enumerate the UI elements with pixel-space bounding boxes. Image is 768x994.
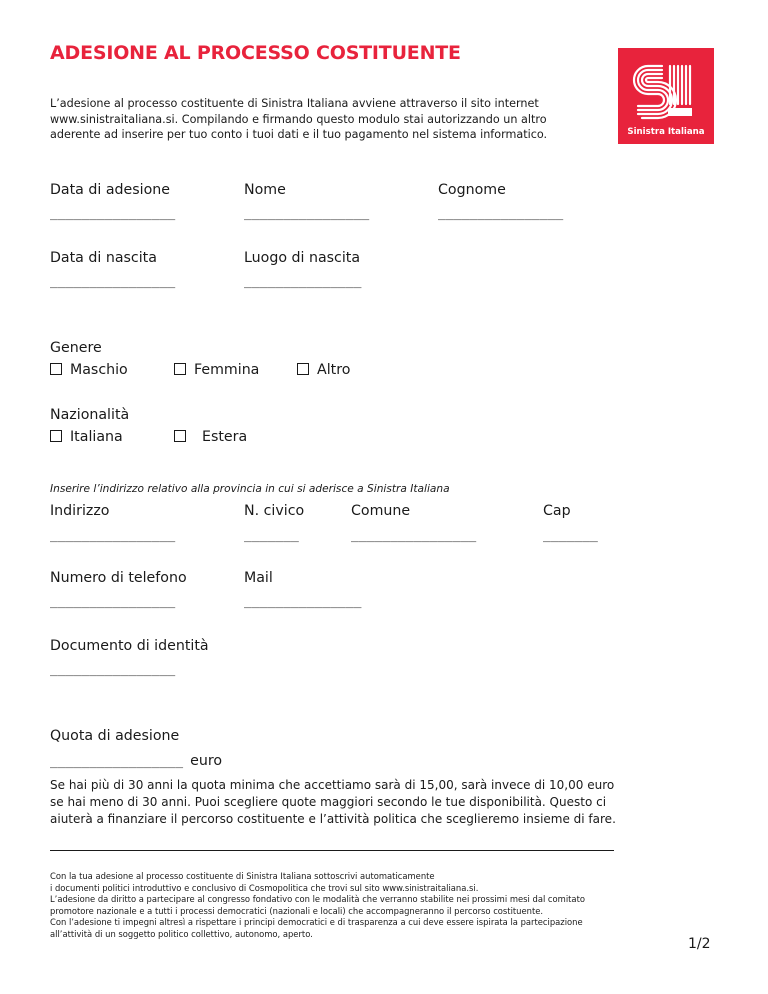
field-data-adesione[interactable]: ________________ — [50, 206, 176, 221]
checkbox-icon[interactable] — [174, 363, 186, 375]
checkbox-altro[interactable] — [297, 362, 350, 378]
field-data-nascita[interactable]: ________________ — [50, 274, 176, 289]
footer-divider — [50, 850, 614, 851]
option-label: Italiana — [70, 429, 123, 445]
label-nome: Nome — [244, 182, 286, 198]
fine-print-line: all’attività di un soggetto politico collettivo, autonomo, aperto. — [50, 928, 313, 939]
field-nome[interactable]: ________________ — [244, 206, 370, 221]
option-label: Altro — [317, 362, 351, 378]
page-title: ADESIONE AL PROCESSO COSTITUENTE — [50, 42, 461, 64]
fine-print — [50, 871, 630, 941]
fine-print-line: Con la tua adesione al processo costituente di Sinistra Italiana sottoscrivi automaticamente — [50, 871, 435, 881]
quota-unit: euro — [190, 753, 223, 769]
field-mail[interactable]: _______________ — [244, 594, 362, 609]
fine-print-line: promotore nazionale e a tutti i processi democratici (nazionali e locali) che accompagneranno il percorso costituente. — [50, 905, 544, 916]
label-civico: N. civico — [244, 503, 305, 519]
footer-rule-text — [50, 842, 614, 843]
checkbox-icon[interactable] — [297, 363, 309, 375]
logo-name: Sinistra Italiana — [627, 127, 705, 137]
field-documento[interactable]: ________________ — [50, 662, 176, 677]
checkbox-estera[interactable] — [174, 429, 247, 445]
quota-blank[interactable]: _________________ — [50, 754, 184, 769]
checkbox-italiana[interactable] — [50, 429, 123, 445]
field-quota[interactable] — [50, 750, 222, 769]
field-cognome[interactable]: ________________ — [438, 206, 564, 221]
label-mail: Mail — [244, 570, 273, 586]
label-cap: Cap — [543, 503, 571, 519]
label-luogo-nascita: Luogo di nascita — [244, 250, 361, 266]
address-note: Inserire l’indirizzo relativo alla provincia in cui si aderisce a Sinistra Italiana — [50, 483, 450, 495]
checkbox-icon[interactable] — [50, 363, 62, 375]
field-cap[interactable]: _______ — [543, 528, 598, 543]
field-comune[interactable]: ________________ — [351, 528, 477, 543]
option-label: Maschio — [70, 362, 128, 378]
option-label: Estera — [202, 429, 248, 445]
label-quota: Quota di adesione — [50, 728, 180, 744]
field-indirizzo[interactable]: ________________ — [50, 528, 176, 543]
intro-text: L’adesione al processo costituente di Sinistra Italiana avviene attraverso il sito internet www.sinistraitaliana.si. Compilando e firmando questo modulo stai autorizzando un altro aderente ad inserire per tuo conto i tuoi dati e il tuo pagamento nel sistema informatico. — [50, 97, 548, 141]
field-civico[interactable]: _______ — [244, 528, 299, 543]
fine-print-line: i documenti politici introduttivo e conclusivo di Cosmopolitica che trovi sul sito www.sinistraitaliana.si. — [50, 882, 479, 893]
checkbox-icon[interactable] — [50, 430, 62, 442]
label-nazionalita: Nazionalità — [50, 407, 130, 423]
label-indirizzo: Indirizzo — [50, 503, 110, 519]
label-genere: Genere — [50, 340, 102, 356]
quota-explanation: Se hai più di 30 anni la quota minima che accettiamo sarà di 15,00, sarà invece di 10,00 euro se hai meno di 30 anni. Puoi scegliere quote maggiori secondo le tue disponibilità. Questo ci aiuterà a finanziare il percorso costituente e l’attività politica che sceglieremo insieme di fare. — [50, 778, 616, 826]
sinistra-italiana-logo — [618, 48, 714, 144]
label-cognome: Cognome — [438, 182, 506, 198]
label-comune: Comune — [351, 503, 411, 519]
fine-print-line: L’adesione da diritto a partecipare al congresso fondativo con le modalità che verranno stabilite nei prossimi mesi dal comitato — [50, 894, 585, 905]
label-documento: Documento di identità — [50, 638, 209, 654]
checkbox-femmina[interactable] — [174, 362, 259, 378]
checkbox-maschio[interactable] — [50, 362, 128, 378]
fine-print-line: Con l’adesione ti impegni altresì a rispettare i principi democratici e di trasparenza a cui deve essere ispirata la partecipazione — [50, 917, 583, 928]
field-telefono[interactable]: ________________ — [50, 594, 176, 609]
label-data-nascita: Data di nascita — [50, 250, 157, 266]
label-data-adesione: Data di adesione — [50, 182, 171, 198]
label-telefono: Numero di telefono — [50, 570, 187, 586]
page-number: 1/2 — [688, 936, 711, 952]
checkbox-icon[interactable] — [174, 430, 186, 442]
option-label: Femmina — [194, 362, 260, 378]
logo-mark-icon — [618, 48, 714, 144]
field-luogo-nascita[interactable]: _______________ — [244, 274, 362, 289]
